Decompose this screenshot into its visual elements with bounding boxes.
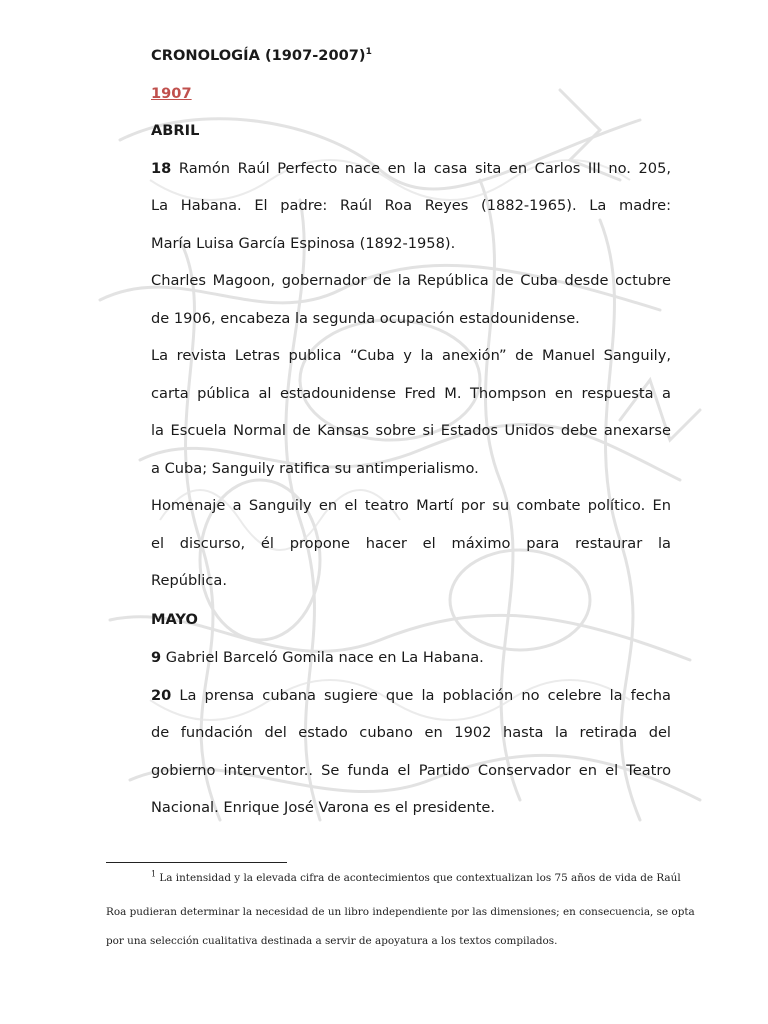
- entry-line: Charles Magoon, gobernador de la República de Cuba desde octubre: [151, 272, 671, 289]
- month-heading-april: ABRIL: [151, 122, 200, 139]
- month-heading-may: MAYO: [151, 611, 198, 628]
- footnote-line: por una selección cualitativa destinada a servir de apoyatura a los textos compilados.: [106, 935, 558, 947]
- entry-line: el discurso, él propone hacer el máximo para restaurar la: [151, 535, 671, 552]
- entry-line: a Cuba; Sanguily ratifica su antimperialismo.: [151, 460, 479, 477]
- footnote-text: La intensidad y la elevada cifra de acontecimientos que contextualizan los 75 años de vida de Raúl: [156, 872, 681, 884]
- entry-line: [151, 648, 671, 668]
- footnote-line: [151, 871, 681, 885]
- entry-line: de fundación del estado cubano en 1902 hasta la retirada del: [151, 724, 671, 741]
- entry-line: María Luisa García Espinosa (1892-1958).: [151, 235, 456, 252]
- footnote-reference[interactable]: 1: [365, 47, 372, 58]
- entry-text: La prensa cubana sugiere que la población no celebre la fecha: [171, 687, 671, 704]
- entry-line: carta pública al estadounidense Fred M. Thompson en respuesta a: [151, 385, 671, 402]
- year-heading: [151, 84, 671, 104]
- entry-day: 18: [151, 160, 172, 177]
- footnote-number: 1: [151, 869, 157, 879]
- entry-line: La revista Letras publica “Cuba y la anexión” de Manuel Sanguily,: [151, 347, 671, 364]
- entry-line: Homenaje a Sanguily en el teatro Martí por su combate político. En: [151, 497, 671, 514]
- entry-line: [151, 159, 671, 179]
- page-title: [151, 46, 671, 66]
- entry-day: 20: [151, 687, 172, 704]
- entry-line: la Escuela Normal de Kansas sobre si Estados Unidos debe anexarse: [151, 422, 671, 439]
- footnote-separator: [106, 862, 287, 863]
- entry-day: 9: [151, 649, 162, 666]
- footnote-line: Roa pudieran determinar la necesidad de un libro independiente por las dimensiones; en consecuencia, se opta: [106, 906, 695, 918]
- entry-text: Gabriel Barceló Gomila nace en La Habana.: [161, 649, 484, 666]
- entry-line: gobierno interventor.. Se funda el Partido Conservador en el Teatro: [151, 762, 671, 779]
- year-link[interactable]: 1907: [151, 85, 192, 102]
- title-text: CRONOLOGÍA (1907-2007): [151, 47, 366, 64]
- entry-text: Ramón Raúl Perfecto nace en la casa sita en Carlos III no. 205,: [171, 160, 671, 177]
- entry-line: República.: [151, 572, 227, 589]
- entry-line: La Habana. El padre: Raúl Roa Reyes (1882-1965). La madre:: [151, 197, 671, 214]
- entry-line: [151, 686, 671, 706]
- entry-line: de 1906, encabeza la segunda ocupación estadounidense.: [151, 310, 580, 327]
- entry-line: Nacional. Enrique José Varona es el presidente.: [151, 799, 496, 816]
